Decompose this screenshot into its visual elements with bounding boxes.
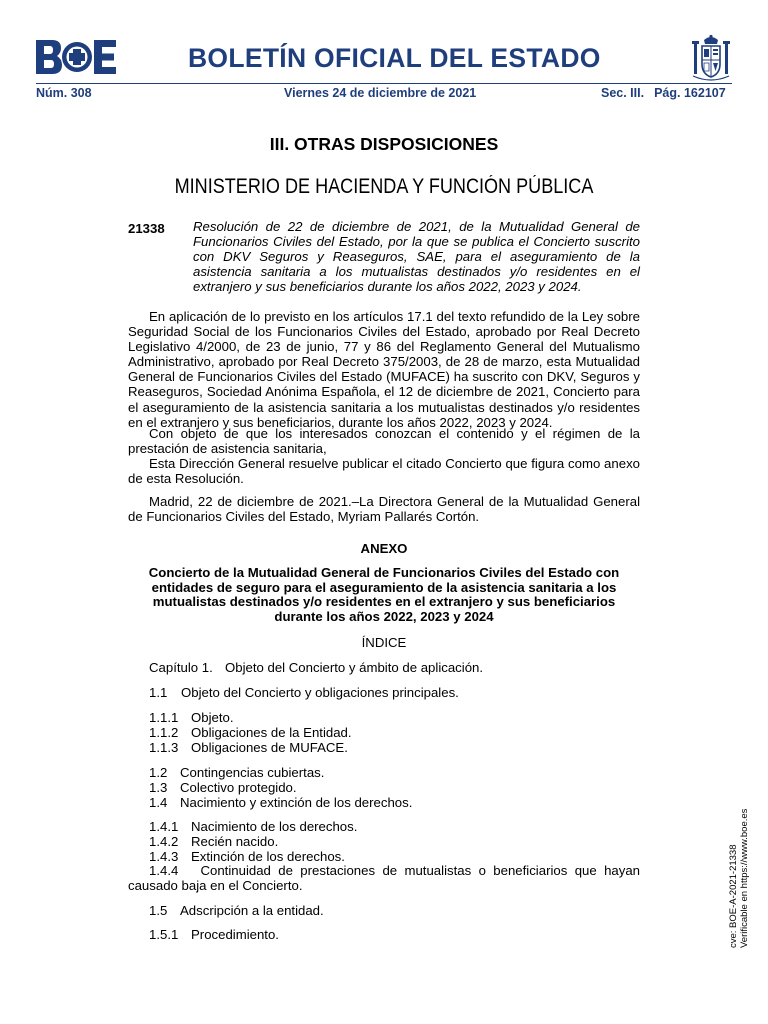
toc-item <box>149 710 234 725</box>
issue-date: Viernes 24 de diciembre de 2021 <box>284 86 477 100</box>
toc-number: 1.5 <box>149 903 168 918</box>
resolution-summary: Resolución de 22 de diciembre de 2021, de la Mutualidad General de Funcionarios Civiles del Estado, por la que se publica el Concierto suscrito con DKV Seguros y Reaseguros, SAE, para el aseguramiento de la asistencia sanitaria a los mutualistas destinados y/o residentes en el extranjero y sus beneficiarios durante los años 2022, 2023 y 2024. <box>193 219 640 295</box>
toc-text: Recién nacido. <box>191 834 279 849</box>
toc-text: Colectivo protegido. <box>180 780 297 795</box>
toc-number: 1.1.3 <box>149 740 179 755</box>
header-divider <box>36 83 732 84</box>
toc-text: Extinción de los derechos. <box>191 849 345 864</box>
toc-number: 1.1.2 <box>149 725 179 740</box>
toc-text: Objeto del Concierto y obligaciones principales. <box>181 685 459 700</box>
toc-text: Nacimiento de los derechos. <box>191 819 358 834</box>
toc-number: 1.3 <box>149 780 168 795</box>
toc-number: 1.1 <box>149 685 168 700</box>
body-paragraph: Esta Dirección General resuelve publicar el citado Concierto que figura como anexo de esta Resolución. <box>128 456 640 487</box>
boe-logo <box>36 40 116 74</box>
annex-title: ANEXO <box>360 541 408 556</box>
section-page <box>601 86 726 100</box>
verification-stamp <box>728 809 750 948</box>
toc-number: 1.4.1 <box>149 819 179 834</box>
toc-item <box>149 849 345 864</box>
toc-number: 1.4 <box>149 795 168 810</box>
toc-number: 1.4.3 <box>149 849 179 864</box>
toc-item <box>149 780 297 795</box>
resolution-number: 21338 <box>128 221 165 236</box>
toc-number: Capítulo 1. <box>149 660 213 675</box>
gazette-title: BOLETÍN OFICIAL DEL ESTADO <box>188 43 601 73</box>
toc-item <box>149 834 278 849</box>
toc-number: 1.4.2 <box>149 834 179 849</box>
toc-text: Contingencias cubiertas. <box>180 765 325 780</box>
issue-number: Núm. 308 <box>36 86 92 100</box>
toc-item <box>128 863 640 893</box>
concierto-title: Concierto de la Mutualidad General de Funcionarios Civiles del Estado con entidades de seguro para el aseguramiento de la asistencia sanitaria a los mutualistas destinados y/o residentes en el extranjero y sus beneficiarios durante los años 2022, 2023 y 2024 <box>148 565 620 624</box>
toc-item <box>149 927 279 942</box>
toc-text: Objeto. <box>191 710 234 725</box>
toc-item <box>149 819 357 834</box>
toc-item <box>149 660 483 675</box>
index-title: ÍNDICE <box>361 635 407 650</box>
toc-item <box>149 765 324 780</box>
toc-text: Obligaciones de la Entidad. <box>191 725 352 740</box>
toc-text: Continuidad de prestaciones de mutualistas o beneficiarios que hayan causado baja en el Concierto. <box>128 863 640 893</box>
toc-item <box>149 903 324 918</box>
coat-of-arms-icon <box>691 34 731 82</box>
toc-number: 1.2 <box>149 765 168 780</box>
verification-url[interactable]: Verificable en https://www.boe.es <box>739 808 750 948</box>
body-paragraph: Con objeto de que los interesados conozcan el contenido y el régimen de la prestación de asistencia sanitaria, <box>128 426 640 457</box>
page-number: Pág. 162107 <box>654 86 726 100</box>
toc-item <box>149 795 412 810</box>
toc-item <box>149 740 348 755</box>
section-label: Sec. III. <box>601 86 645 100</box>
ministry-heading: MINISTERIO DE HACIENDA Y FUNCIÓN PÚBLICA <box>174 175 594 198</box>
toc-number: 1.4.4 <box>149 863 179 878</box>
section-heading: III. OTRAS DISPOSICIONES <box>269 134 499 154</box>
toc-text: Procedimiento. <box>191 927 279 942</box>
toc-text: Obligaciones de MUFACE. <box>191 740 348 755</box>
toc-text: Nacimiento y extinción de los derechos. <box>180 795 413 810</box>
toc-number: 1.5.1 <box>149 927 179 942</box>
cve-code: cve: BOE-A-2021-21338 <box>728 844 739 948</box>
body-paragraph: En aplicación de lo previsto en los artículos 17.1 del texto refundido de la Ley sobre Seguridad Social de los Funcionarios Civiles del Estado, aprobado por Real Decreto Legislativo 4/2000, de 23 de junio, 77 y 86 del Reglamento General del Mutualismo Administrativo, aprobado por Real Decreto 375/2003, de 28 de marzo, esta Mutualidad General de Funcionarios Civiles del Estado (MUFACE) ha suscrito con DKV, Seguros y Reaseguros, Sociedad Anónima Española, el 12 de diciembre de 2021, Concierto para el aseguramiento de la asistencia sanitaria a los mutualistas destinados y/o residentes en el extranjero y sus beneficiarios, durante los años 2022, 2023 y 2024. <box>128 309 640 430</box>
signature-paragraph: Madrid, 22 de diciembre de 2021.–La Directora General de la Mutualidad General de Funcionarios Civiles del Estado, Myriam Pallarés Cortón. <box>128 494 640 525</box>
toc-item <box>149 725 352 740</box>
toc-item <box>149 685 459 700</box>
toc-text: Objeto del Concierto y ámbito de aplicación. <box>225 660 484 675</box>
toc-number: 1.1.1 <box>149 710 179 725</box>
toc-text: Adscripción a la entidad. <box>180 903 324 918</box>
